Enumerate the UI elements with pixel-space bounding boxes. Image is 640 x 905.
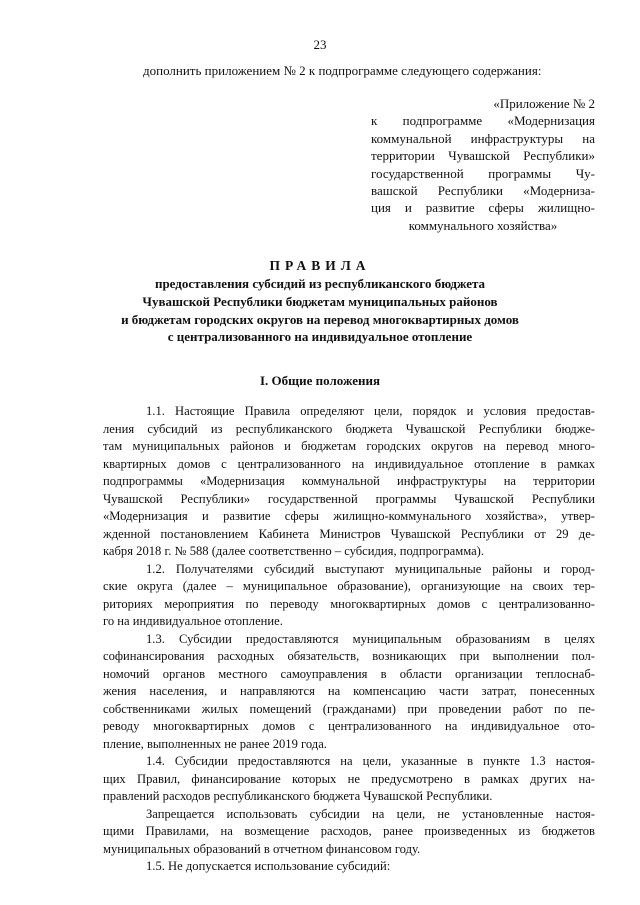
appendix-line: «Приложение № 2 bbox=[493, 96, 595, 111]
section-heading: I. Общие положения bbox=[260, 373, 380, 388]
body-line: софинансирования расходных обязательств, возникающих при выполнении пол- bbox=[103, 649, 595, 663]
body-line: 1.3. Субсидии предоставляются муниципальным образованиям в целях bbox=[146, 631, 595, 646]
body-line: щими Правилами, на возмещение расходов, ранее произведенных из бюджетов bbox=[103, 824, 595, 838]
body-line: кабря 2018 г. № 588 (далее соответственно – субсидия, подпрограмма). bbox=[103, 544, 485, 558]
body-line: номочий органов местного самоуправления в области организации теплоснаб- bbox=[103, 666, 595, 681]
appendix-line: коммунального хозяйства» bbox=[408, 217, 558, 233]
body-line: риториях мероприятия по переводу многоквартирных домов с централизованно- bbox=[103, 596, 595, 611]
body-line: 1.4. Субсидии предоставляются на цели, указанные в пункте 1.3 настоя- bbox=[146, 754, 595, 768]
body-line: 1.2. Получателями субсидий выступают муниципальные районы и город- bbox=[146, 561, 595, 576]
rules-subtitle bbox=[0, 275, 640, 346]
body-line: Запрещается использовать субсидии на цели, не установленные настоя- bbox=[146, 806, 595, 821]
appendix-line: ция и развитие сферы жилищно- bbox=[371, 200, 595, 216]
body-text bbox=[103, 403, 595, 876]
body-line: жения населения, и направляются на компенсацию части затрат, понесенных bbox=[103, 684, 595, 698]
body-line: там муниципальных районов и бюджетам городских округов на перевод много- bbox=[103, 439, 595, 453]
appendix-line: к подпрограмме «Модернизация bbox=[371, 113, 595, 129]
body-line: Чувашской Республики» государственной программы Чувашской Республики bbox=[103, 491, 595, 506]
rules-subtitle-line: Чувашской Республики бюджетам муниципальных районов bbox=[142, 293, 498, 309]
page-number: 23 bbox=[313, 37, 327, 52]
body-line: квартирных домов с централизованного на индивидуальное отопление в рамках bbox=[103, 456, 595, 471]
rules-subtitle-line: предоставления субсидий из республиканского бюджета bbox=[154, 276, 486, 291]
rules-title: ПРАВИЛА bbox=[269, 258, 371, 273]
body-line: реводу многоквартирных домов с централизованного на индивидуальное ото- bbox=[103, 719, 595, 733]
body-line: жденной постановлением Кабинета Министров Чувашской Республики от 29 де- bbox=[103, 526, 595, 541]
body-line: ские округа (далее – муниципальное образование), организующие на своих тер- bbox=[103, 579, 595, 593]
body-line: пление, выполненных не ранее 2019 года. bbox=[103, 736, 327, 751]
appendix-line: вашской Республики «Модерниза- bbox=[371, 183, 595, 199]
body-line: щих Правил, финансирование которых не предусмотрено в рамках других на- bbox=[103, 771, 595, 786]
body-line: муниципальных образований в отчетном финансовом году. bbox=[103, 841, 421, 856]
body-line: правлений расходов республиканского бюджета Чувашской Республики. bbox=[103, 789, 493, 803]
rules-subtitle-line: и бюджетам городских округов на перевод многоквартирных домов bbox=[121, 311, 519, 327]
appendix-line: коммунальной инфраструктуры на bbox=[371, 130, 595, 146]
appendix-line: территории Чувашской Республики» bbox=[371, 148, 595, 164]
body-line: подпрограммы «Модернизация коммунальной инфраструктуры на территории bbox=[103, 474, 595, 488]
body-line: собственниками жилых помещений (гражданами) при проведении работ по пе- bbox=[103, 701, 595, 716]
body-line: ления субсидий из республиканского бюджета Чувашской Республики бюдже- bbox=[103, 421, 595, 436]
body-line: 1.1. Настоящие Правила определяют цели, порядок и условия предостав- bbox=[146, 404, 595, 418]
body-line: 1.5. Не допускается использование субсидий: bbox=[146, 859, 391, 873]
body-line: го на индивидуальное отопление. bbox=[103, 614, 283, 628]
appendix-header bbox=[371, 95, 595, 234]
intro-sentence: дополнить приложением № 2 к подпрограмме следующего содержания: bbox=[143, 63, 542, 78]
body-line: «Модернизация и развитие сферы жилищно-коммунального хозяйства», утвер- bbox=[103, 509, 595, 523]
rules-subtitle-line: с централизованного на индивидуальное отопление bbox=[167, 329, 473, 345]
appendix-line: государственной программы Чу- bbox=[371, 165, 595, 181]
